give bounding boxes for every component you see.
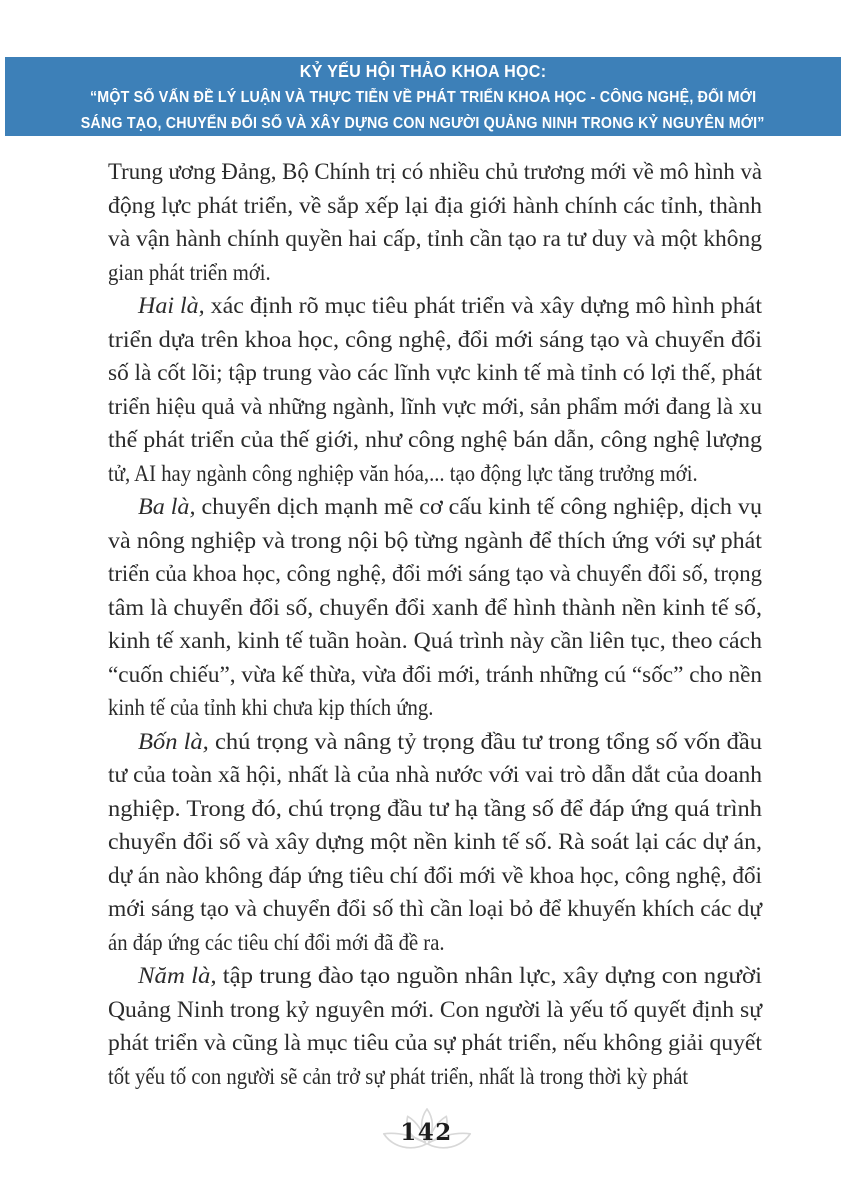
text-line-content: Trung ương Đảng, Bộ Chính trị có nhiều chủ trương mới về mô hình và xyxy=(108,159,762,184)
header-subtitle-line1-text: “MỘT SỐ VẤN ĐỀ LÝ LUẬN VÀ THỰC TIỄN VỀ PHÁT TRIỂN KHOA HỌC - CÔNG NGHỆ, ĐỔI MỚI xyxy=(89,89,757,106)
text-line xyxy=(108,256,762,290)
conference-header-banner xyxy=(5,57,841,136)
text-line-content: Hai là, xác định rõ mục tiêu phát triển và xây dựng mô hình phát xyxy=(138,293,762,318)
text-line-content: “cuốn chiếu”, vừa kế thừa, vừa đổi mới, tránh những cú “sốc” cho nền xyxy=(108,661,762,687)
text-line-content: Ba là, chuyển dịch mạnh mẽ cơ cấu kinh tế công nghiệp, dịch vụ xyxy=(138,494,762,519)
text-line-content: kinh tế của tỉnh khi chưa kịp thích ứng. xyxy=(108,695,434,720)
text-line-content: phát triển và cũng là mục tiêu của sự phát triển, nếu không giải quyết xyxy=(108,1030,762,1055)
text-line-content: và nông nghiệp và trong nội bộ từng ngành để thích ứng với sự phát xyxy=(108,527,762,553)
text-line-content: Năm là, tập trung đào tạo nguồn nhân lực, xây dựng con người xyxy=(138,963,763,988)
paragraph-lead: Năm là, xyxy=(138,963,223,988)
page-footer xyxy=(0,1102,845,1160)
header-subtitle-line1 xyxy=(5,85,841,111)
text-line-content: Quảng Ninh trong kỷ nguyên mới. Con người là yếu tố quyết định sự xyxy=(108,996,762,1022)
text-line xyxy=(108,624,762,658)
text-line xyxy=(108,557,762,591)
text-line xyxy=(108,457,762,491)
text-line xyxy=(108,725,762,759)
text-line-content: dự án nào không đáp ứng tiêu chí đổi mới về khoa học, công nghệ, đổi xyxy=(108,862,762,888)
paragraph xyxy=(108,155,762,289)
text-line-content: triển của khoa học, công nghệ, đổi mới sáng tạo và chuyển đổi số, trọng xyxy=(108,561,762,586)
header-title xyxy=(5,58,841,85)
text-line-content: án đáp ứng các tiêu chí đổi mới đã đề ra. xyxy=(108,929,445,955)
paragraph xyxy=(108,959,762,1093)
text-line xyxy=(108,390,762,424)
text-line-content: nghiệp. Trong đó, chú trọng đầu tư hạ tầng số để đáp ứng quá trình xyxy=(108,795,762,821)
text-line-content: chuyển đổi số và xây dựng một nền kinh tế số. Rà soát lại các dự án, xyxy=(108,829,763,854)
paragraph-lead: Bốn là, xyxy=(138,728,215,754)
header-title-text: KỶ YẾU HỘI THẢO KHOA HỌC: xyxy=(299,61,547,81)
text-line xyxy=(108,490,762,524)
text-line xyxy=(108,155,762,189)
text-line-content: tâm là chuyển đổi số, chuyển đổi xanh để hình thành nền kinh tế số, xyxy=(108,594,762,620)
text-line xyxy=(108,691,762,725)
text-line-content: và vận hành chính quyền hai cấp, tỉnh cần tạo ra tư duy và một không xyxy=(108,226,762,251)
text-line xyxy=(108,926,762,960)
text-line xyxy=(108,591,762,625)
text-line xyxy=(108,792,762,826)
page-number: 142 xyxy=(400,1119,453,1146)
paragraph xyxy=(108,725,762,960)
text-line xyxy=(108,892,762,926)
text-line xyxy=(108,1026,762,1060)
text-line xyxy=(108,423,762,457)
text-line xyxy=(108,825,762,859)
paragraph xyxy=(108,289,762,490)
text-line xyxy=(108,323,762,357)
text-line xyxy=(108,658,762,692)
text-line-content: động lực phát triển, về sắp xếp lại địa giới hành chính các tỉnh, thành xyxy=(108,192,762,218)
body-text xyxy=(108,155,762,1093)
text-line xyxy=(108,859,762,893)
text-line-content: thế phát triển của thế giới, như công nghệ bán dẫn, công nghệ lượng xyxy=(108,427,762,452)
text-line-content: tư của toàn xã hội, nhất là của nhà nước với vai trò dẫn dắt của doanh xyxy=(108,762,763,787)
text-line-content: tốt yếu tố con người sẽ cản trở sự phát triển, nhất là trong thời kỳ phát xyxy=(108,1063,689,1089)
text-line-content: triển dựa trên khoa học, công nghệ, đổi mới sáng tạo và chuyển đổi xyxy=(108,326,762,352)
paragraph xyxy=(108,490,762,725)
paragraph-lead: Hai là, xyxy=(138,293,211,318)
text-line-content: triển hiệu quả và những ngành, lĩnh vực mới, sản phẩm mới đang là xu xyxy=(108,393,762,419)
text-line xyxy=(108,222,762,256)
text-line xyxy=(108,959,762,993)
paragraph-lead: Ba là, xyxy=(138,494,202,519)
text-line xyxy=(108,289,762,323)
text-line-content: Bốn là, chú trọng và nâng tỷ trọng đầu tư trong tổng số vốn đầu xyxy=(138,728,762,754)
text-line xyxy=(108,1060,762,1094)
footer-ornament xyxy=(381,1107,473,1155)
text-line xyxy=(108,524,762,558)
text-line xyxy=(108,993,762,1027)
header-subtitle-line2 xyxy=(5,111,841,136)
text-line-content: số là cốt lõi; tập trung vào các lĩnh vực kinh tế mà tỉnh có lợi thế, phát xyxy=(108,360,762,385)
text-line-content: kinh tế xanh, kinh tế tuần hoàn. Quá trình này cần liên tục, theo cách xyxy=(108,628,762,653)
text-line-content: gian phát triển mới. xyxy=(108,259,271,285)
header-subtitle-line2-text: SÁNG TẠO, CHUYỂN ĐỔI SỐ VÀ XÂY DỰNG CON NGƯỜI QUẢNG NINH TRONG KỶ NGUYÊN MỚI” xyxy=(81,115,765,132)
text-line xyxy=(108,758,762,792)
text-line xyxy=(108,356,762,390)
text-line-content: tử, AI hay ngành công nghiệp văn hóa,... tạo động lực tăng trưởng mới. xyxy=(108,460,698,486)
text-line-content: mới sáng tạo và chuyển đổi số thì cần loại bỏ để khuyến khích các dự xyxy=(108,896,762,921)
text-line xyxy=(108,189,762,223)
